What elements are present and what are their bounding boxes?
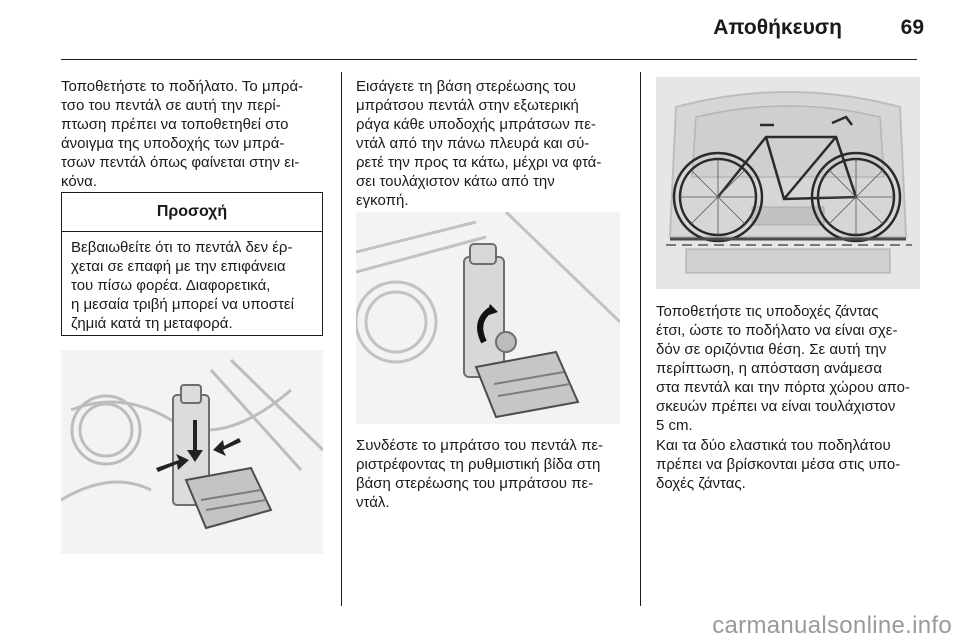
middle-paragraph-bottom: Συνδέστε το μπράτσο του πεντάλ πε- ριστρέφοντας τη ρυθμιστική βίδα στη βάση στερέωσης του μπράτσου πε- ντάλ. <box>356 437 603 511</box>
page-number: 69 <box>900 16 924 39</box>
warning-text: Βεβαιωθείτε ότι το πεντάλ δεν έρ- χεται σε επαφή με την επιφάνεια του πίσω φορέα. Διαφορετικά, η μεσαία τριβή μπορεί να υποστεί ζημιά κατά τη μεταφορά. <box>71 239 294 332</box>
left-paragraph: Τοποθετήστε το ποδήλατο. Το μπρά- τσο του πεντάλ σε αυτή την περί- πτωση πρέπει να τοποθετηθεί στο άνοιγμα της υποδοχής των μπρά- τσων πεντάλ όπως φαίνεται στην ει- κόνα. <box>61 78 304 190</box>
section-title: Αποθήκευση <box>713 16 842 39</box>
warning-box <box>61 192 323 336</box>
site-watermark: carmanualsonline.info <box>712 612 952 639</box>
middle-paragraph-top: Εισάγετε τη βάση στερέωσης του μπράτσου πεντάλ στην εξωτερική ράγα κάθε υποδοχής μπράτσων πε- ντάλ από την πάνω πλευρά και σύ- ρετέ την προς τα κάτω, μέχρι να φτά- σει τουλάχιστον κάτω από την εγκοπή. <box>356 78 602 209</box>
warning-title: Προσοχή <box>62 193 322 232</box>
pedal-holder-drawing <box>61 350 323 554</box>
column-divider-right <box>640 72 641 606</box>
right-paragraph-2: Και τα δύο ελαστικά του ποδηλάτου πρέπει να βρίσκονται μέσα στις υπο- δοχές ζάντας. <box>656 437 901 492</box>
header-divider <box>61 59 917 60</box>
column-divider-left <box>341 72 342 606</box>
right-paragraph-1: Τοποθετήστε τις υποδοχές ζάντας έτσι, ώστε το ποδήλατο να είναι σχε- δόν σε οριζόντια θέση. Σε αυτή την περίπτωση, η απόσταση ανάμεσα στα πεντάλ και την πόρτα χώρου απο- σκευών πρέπει να είναι τουλάχιστον 5 cm. <box>656 303 910 434</box>
clamp-drawing <box>356 212 620 424</box>
clamp-illustration <box>356 212 620 424</box>
bike-on-carrier-illustration <box>656 77 920 289</box>
pedal-holder-illustration <box>61 350 323 554</box>
bike-carrier-drawing <box>656 77 920 289</box>
